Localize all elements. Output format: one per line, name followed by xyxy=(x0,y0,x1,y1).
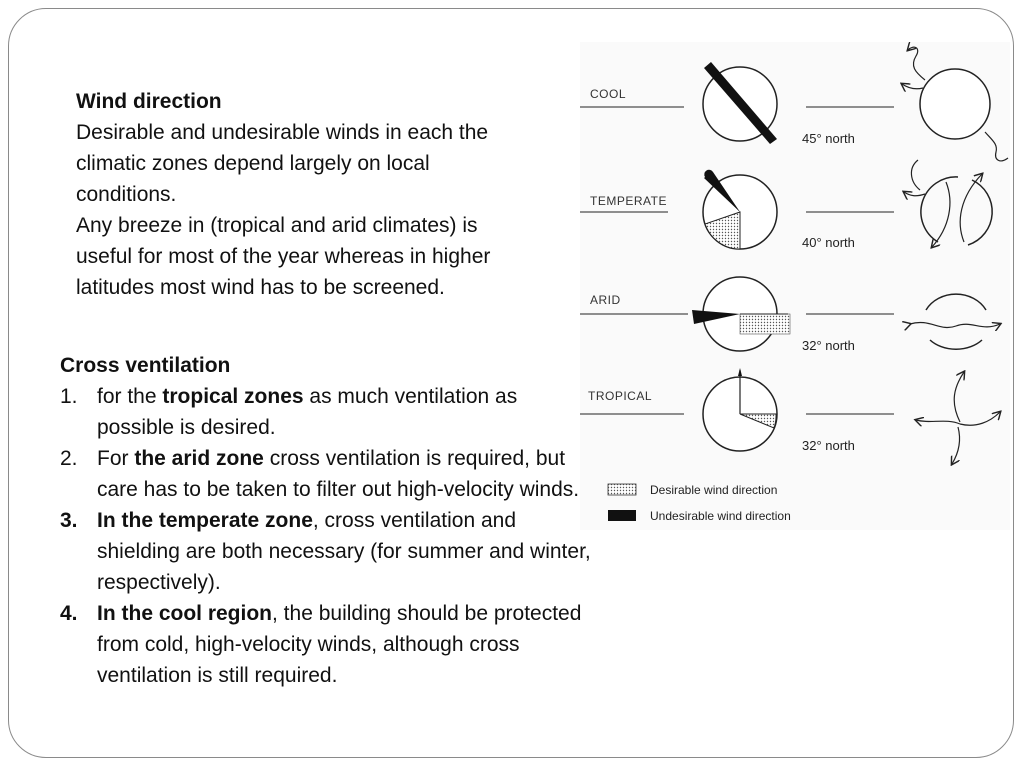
legend-swatch-desirable xyxy=(608,484,636,495)
list-item-pre: For xyxy=(97,447,135,470)
list-item-number: 1. xyxy=(60,385,78,408)
list-item xyxy=(60,381,600,443)
list-item-post: , the building should be protected from cold, high-velocity winds, although cross ventilation is still required. xyxy=(97,602,582,687)
list-item xyxy=(60,443,600,505)
building-plan-cool xyxy=(920,69,990,139)
zone-label-temperate: TEMPERATE xyxy=(590,194,667,208)
latitude-label-temperate: 40° north xyxy=(802,235,855,250)
cross-ventilation-heading: Cross ventilation xyxy=(60,354,231,377)
cross-ventilation-list xyxy=(60,381,600,691)
list-item xyxy=(60,598,600,691)
list-item-number: 2. xyxy=(60,447,78,470)
list-item-post: , cross ventilation and shielding are both necessary (for summer and winter, respectively). xyxy=(97,509,591,594)
wind-diagram xyxy=(580,42,1010,530)
list-item-number: 4. xyxy=(60,602,78,625)
latitude-label-arid: 32° north xyxy=(802,338,855,353)
list-item-number: 3. xyxy=(60,509,78,532)
list-item-post: cross ventilation is required, but care has to be taken to filter out high-velocity winds. xyxy=(97,447,580,501)
zone-label-arid: ARID xyxy=(590,293,621,307)
latitude-label-tropical: 32° north xyxy=(802,438,855,453)
wind-direction-heading: Wind direction xyxy=(76,90,222,113)
list-item-post: as much ventilation as possible is desired. xyxy=(97,385,518,439)
list-item-strong: tropical zones xyxy=(162,385,304,408)
list-item-pre: for the xyxy=(97,385,163,408)
zone-label-cool: COOL xyxy=(590,87,627,101)
list-item xyxy=(60,505,600,598)
desirable-wind-sector-arid xyxy=(740,314,790,334)
list-item-strong: In the temperate zone xyxy=(97,509,313,532)
wind-direction-text-1: Desirable and undesirable winds in each the climatic zones depend largely on local conditions. xyxy=(76,121,489,206)
wind-direction-section xyxy=(76,86,496,303)
cross-ventilation-section xyxy=(60,350,600,691)
wind-direction-text-2: Any breeze in (tropical and arid climates) is useful for most of the year whereas in higher latitudes most wind has to be screened. xyxy=(76,214,491,299)
list-item-strong: In the cool region xyxy=(97,602,273,625)
list-item-strong: the arid zone xyxy=(134,447,264,470)
climate-zones-figure xyxy=(580,42,1010,530)
legend-label-desirable: Desirable wind direction xyxy=(650,483,778,497)
legend-swatch-undesirable xyxy=(608,510,636,521)
zone-label-tropical: TROPICAL xyxy=(588,389,653,403)
legend-label-undesirable: Undesirable wind direction xyxy=(650,509,791,523)
latitude-label-cool: 45° north xyxy=(802,131,855,146)
